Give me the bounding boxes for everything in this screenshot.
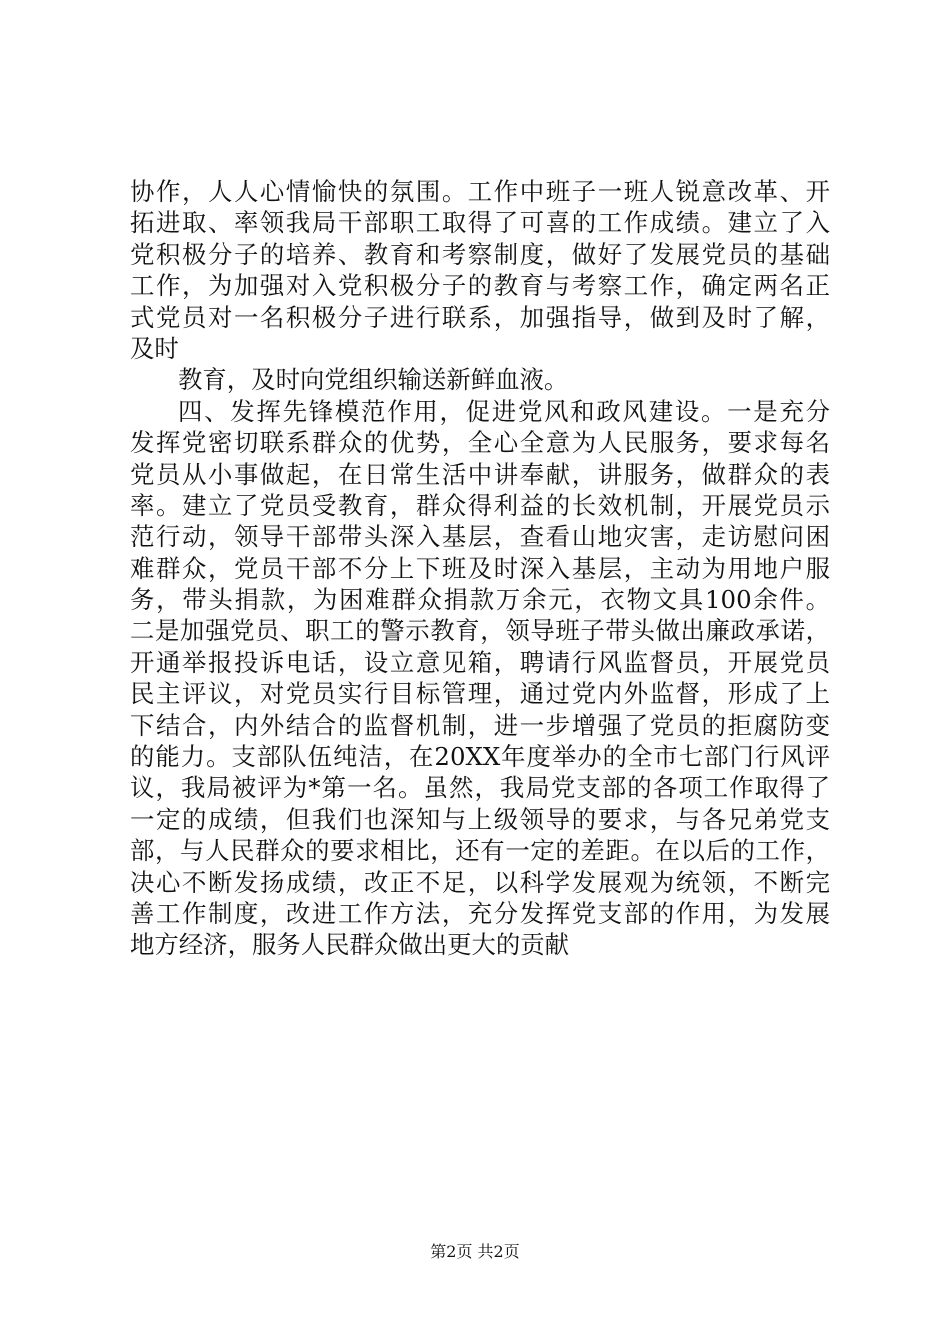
text-line: 地方经济，服务人民群众做出更大的贡献 — [130, 930, 570, 960]
text-line: 务，带头捐款，为困难群众捐款万余元，衣物文具100余件。 — [130, 585, 830, 615]
text-line: 发挥党密切联系群众的优势，全心全意为人民服务，要求每名 — [130, 428, 830, 458]
text-line: 率。建立了党员受教育，群众得利益的长效机制，开展党员示 — [130, 490, 830, 520]
text-line: 党员从小事做起，在日常生活中讲奉献，讲服务，做群众的表 — [130, 459, 830, 489]
text-line: 善工作制度，改进工作方法，充分发挥党支部的作用，为发展 — [130, 898, 830, 928]
text-line: 拓进取、率领我局干部职工取得了可喜的工作成绩。建立了入 — [130, 208, 830, 238]
text-line: 的能力。支部队伍纯洁，在20XX年度举办的全市七部门行风评 — [130, 742, 830, 772]
text-line: 协作，人人心情愉快的氛围。工作中班子一班人锐意改革、开 — [130, 177, 830, 206]
text-line: 式党员对一名积极分子进行联系，加强指导，做到及时了解， — [130, 302, 830, 332]
text-line: 及时 — [130, 333, 179, 363]
text-line: 部，与人民群众的要求相比，还有一定的差距。在以后的工作， — [130, 836, 830, 866]
text-line: 议，我局被评为*第一名。虽然，我局党支部的各项工作取得了 — [130, 773, 830, 803]
text-line: 决心不断发扬成绩，改正不足，以科学发展观为统领，不断完 — [130, 867, 830, 897]
text-line: 二是加强党员、职工的警示教育，领导班子带头做出廉政承诺， — [130, 616, 830, 646]
text-line: 开通举报投诉电话，设立意见箱，聘请行风监督员，开展党员 — [130, 647, 830, 677]
text-line: 难群众，党员干部不分上下班及时深入基层，主动为用地户服 — [130, 553, 830, 583]
page-footer: 第2页 共2页 — [430, 1242, 520, 1261]
text-line: 范行动，领导干部带头深入基层，查看山地灾害，走访慰问困 — [130, 522, 830, 552]
text-line: 民主评议，对党员实行目标管理，通过党内外监督，形成了上 — [130, 679, 830, 709]
text-line: 党积极分子的培养、教育和考察制度，做好了发展党员的基础 — [130, 239, 830, 269]
text-line: 一定的成绩，但我们也深知与上级领导的要求，与各兄弟党支 — [130, 804, 830, 834]
text-line: 下结合，内外结合的监督机制，进一步增强了党员的拒腐防变 — [130, 710, 830, 740]
text-line: 教育，及时向党组织输送新鲜血液。 — [178, 365, 569, 395]
text-line: 四、发挥先锋模范作用，促进党风和政风建设。一是充分 — [178, 396, 830, 426]
text-line: 工作，为加强对入党积极分子的教育与考察工作，确定两名正 — [130, 271, 830, 301]
body-text — [130, 176, 830, 961]
